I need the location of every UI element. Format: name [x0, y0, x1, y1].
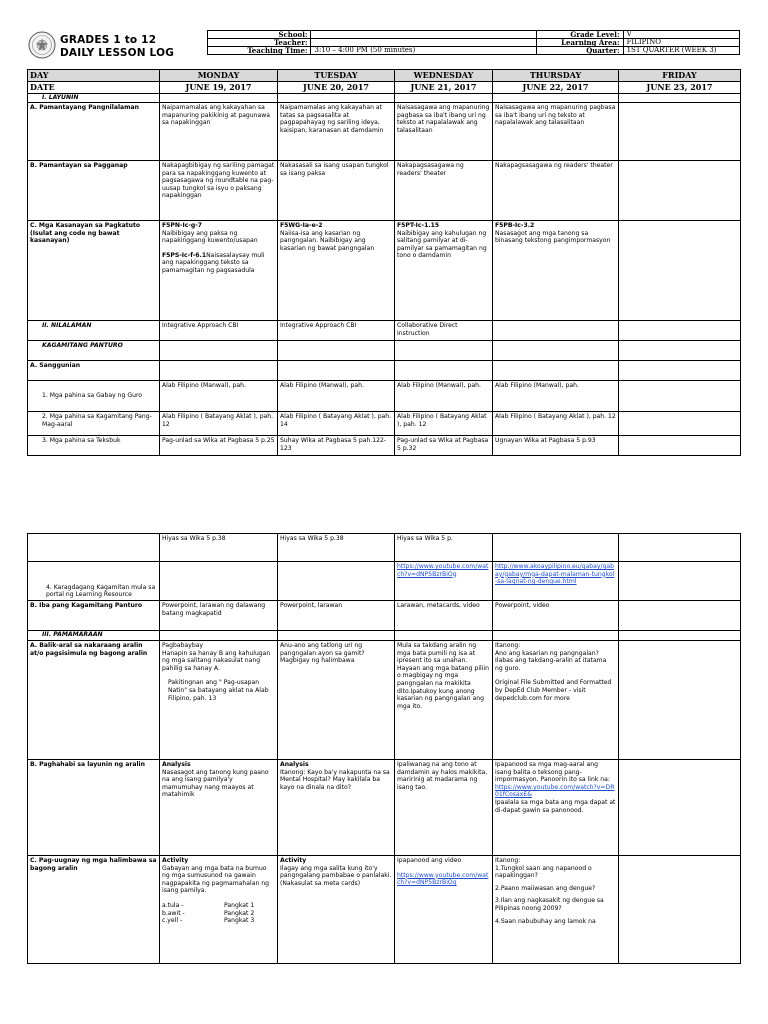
teaching-time-label: Teaching Time:: [208, 47, 311, 55]
section-layunin-row: [28, 94, 741, 103]
cell-thursday: [493, 760, 619, 856]
cell-monday: Nakapagbibigay ng sariling pamagat para sa napakinggang kuwento at pagsasagawa ng roundtable na pag-uusap tungkol sa isyu o paksang napakinggan: [160, 161, 278, 221]
cell-text: Hanapin sa hanay B ang kahulugan ng mga salitang nakasulat nang pahilig sa hanay A.: [162, 649, 271, 672]
cell-monday: [160, 760, 278, 856]
teksbuk-continued-row: [28, 534, 741, 562]
learning-area-value: FILIPINO: [623, 39, 739, 47]
kagamitang-pang-mag-aaral-row: [28, 412, 741, 436]
day-monday: MONDAY: [160, 70, 278, 82]
day-wednesday: WEDNESDAY: [395, 70, 493, 82]
cell-monday: Alab Filipino (Manwal), pah.: [160, 381, 278, 412]
cell-monday: [160, 221, 278, 321]
row-label: 3. Mga pahina sa Teksbuk: [28, 436, 160, 456]
cell-thursday: Ugnayan Wika at Pagbasa 5 p.93: [493, 436, 619, 456]
cell-monday: Integrative Approach CBI: [160, 321, 278, 341]
cell-tuesday: Anu-ano ang tatlong uri ng pangngalan ayon sa gamit? Magbigay ng halimbawa: [278, 641, 395, 760]
quarter-label: Quarter:: [536, 47, 623, 55]
cell-heading: Activity: [280, 857, 307, 864]
competency-code: F5PT-Ic-1.15: [397, 222, 440, 229]
cell-text: Gabayan ang mga bata na bumuo ng mga sumusunod na gawain nagpapakita ng pagmamahalan ng isang pamilya.: [162, 864, 269, 895]
row-label: B. Paghahabi sa layunin ng aralin: [28, 760, 160, 856]
date-thursday: JUNE 22, 2017: [493, 82, 619, 94]
learning-area-label: Learning Area:: [536, 39, 623, 47]
section-pamamaraan-row: [28, 631, 741, 641]
quarter-value: 1ST QUARTER (WEEK 3): [623, 47, 739, 55]
cell-tuesday: Naipamamalas ang kakayahan at tatas sa pagsasalita at pagpapahayag ng sariling ideya, kaisipan, karanasan at damdamin: [278, 103, 395, 161]
competency-text: Naisasalaysay muli ang napakinggang teksto sa pamamagitan ng pagsasadula: [162, 251, 265, 274]
kagamitang-panturo-label: KAGAMITANG PANTURO: [28, 341, 160, 361]
cell-tuesday: Alab Filipino ( Batayang Aklat ), pah. 14: [278, 412, 395, 436]
row-label: C. Pag-uugnay ng mga halimbawa sa bagong aralin: [28, 856, 160, 964]
day-friday: FRIDAY: [619, 70, 741, 82]
cell-heading: Activity: [162, 857, 189, 864]
cell-monday: [160, 856, 278, 964]
lesson-log-table-page-2: [27, 533, 741, 964]
cell-wednesday: [395, 221, 493, 321]
row-label: 4. Karagdagang Kagamitan mula sa portal ng Learning Resource: [28, 562, 160, 601]
competency-text: Naiisa-isa ang kasarian ng pangngalan. Naibibigay ang kasarian ng bawat pangngalan: [280, 229, 375, 252]
nilalaman-row: [28, 321, 741, 341]
competency-text: Nasasagot ang mga tanong sa binasang tekstong pangimpormasyon: [495, 229, 611, 245]
cell-text: Ipapanood ang video: [397, 857, 462, 864]
row-label: B. Iba pang Kagamitang Panturo: [28, 601, 160, 631]
cell-thursday: [493, 221, 619, 321]
karagdagang-kagamitan-row: [28, 562, 741, 601]
date-wednesday: JUNE 21, 2017: [395, 82, 493, 94]
cell-wednesday: Pag-unlad sa Wika at Pagbasa 5 p.32: [395, 436, 493, 456]
cell-heading: Pagbabaybay: [162, 642, 204, 649]
cell-wednesday: [395, 562, 493, 601]
cell-wednesday: Nakapagsasagawa ng readers' theater: [395, 161, 493, 221]
pag-uugnay-row: [28, 856, 741, 964]
cell-monday: Naipamamalas ang kakayahan sa mapanuring pakikinig at pagunawa sa napakinggan: [160, 103, 278, 161]
day-label: DAY: [28, 70, 160, 82]
cell-thursday: Alab Filipino (Manwal), pah.: [493, 381, 619, 412]
date-tuesday: JUNE 20, 2017: [278, 82, 395, 94]
section-layunin-label: I. LAYUNIN: [28, 94, 160, 103]
youtube-link[interactable]: https://www.youtube.com/watch?v=dNP5BzrBiOg: [397, 563, 489, 578]
section-nilalaman-label: II. NILALAMAN: [28, 321, 160, 341]
day-header-row: [28, 70, 741, 82]
teksbuk-row: [28, 436, 741, 456]
paghahabi-row: [28, 760, 741, 856]
cell-tuesday: Powerpoint, larawan: [278, 601, 395, 631]
day-thursday: THURSDAY: [493, 70, 619, 82]
akoaypilipino-link[interactable]: http://www.akoaypilipino.eu/gabay/gabay/gabay/mga-dapat-malaman-tungkol-sa-lagnat-ng-dengue.html: [495, 563, 615, 586]
cell-text: 2.Paano maiiwasan ang dengue?: [495, 884, 596, 892]
cell-wednesday: Alab Filipino (Manwal), pah.: [395, 381, 493, 412]
cell-wednesday: Larawan, metacards, video: [395, 601, 493, 631]
date-label: DATE: [28, 82, 160, 94]
cell-text: Ipapanood sa mga mag-aaral ang isang balita o teksong pang-impormasyon. Panoorin ito sa link na:: [495, 761, 610, 784]
row-label: 2. Mga pahina sa Kagamitang Pang-Mag-aaral: [28, 412, 160, 436]
competency-code: F5PB-Ic-3.2: [495, 222, 535, 229]
pamantayang-pangnilalaman-row: [28, 103, 741, 161]
youtube-link[interactable]: https://www.youtube.com/watch?v=DR01fCosaxE&: [495, 783, 615, 799]
cell-friday: [619, 161, 741, 221]
grade-level-value: V: [623, 31, 739, 39]
title-line-1: GRADES 1 to 12: [60, 34, 157, 46]
lesson-log-table-page-1: [27, 69, 741, 456]
cell-text: Itanong: Kayo ba'y nakapunta na sa Mental Hospital? May kakilala ba kayo na dinala na dito?: [280, 768, 390, 791]
cell-text: Ano ang kasarian ng pangngalan? Ilabas ang takdang-aralin at itatama ng guro.: [495, 649, 607, 672]
sanggunian-row: [28, 361, 741, 381]
day-tuesday: TUESDAY: [278, 70, 395, 82]
cell-thursday: Alab Filipino ( Batayang Aklat ), pah. 12: [493, 412, 619, 436]
cell-text: Itanong:: [495, 642, 521, 649]
iba-pang-kagamitan-row: [28, 601, 741, 631]
cell-thursday: Powerpoint, video: [493, 601, 619, 631]
group-item: a.tula - Pangkat 1: [162, 901, 255, 909]
cell-tuesday: Nakasasali sa isang usapan tungkol sa isang paksa: [278, 161, 395, 221]
sanggunian-label: A. Sanggunian: [28, 361, 160, 381]
date-row: [28, 82, 741, 94]
cell-tuesday: Integrative Approach CBI: [278, 321, 395, 341]
youtube-link[interactable]: https://www.youtube.com/watch?v=dNP5BzrBiOg: [397, 871, 489, 887]
row-label: 1. Mga pahina sa Gabay ng Guro: [28, 381, 160, 412]
school-label: School:: [208, 31, 311, 39]
cell-tuesday: Hiyas sa Wika 5 p.38: [278, 534, 395, 562]
cell-thursday: [493, 856, 619, 964]
cell-tuesday: Suhay Wika at Pagbasa 5 pah.122-123: [278, 436, 395, 456]
cell-thursday: [493, 562, 619, 601]
cell-tuesday: Alab Filipino (Manwal), pah.: [278, 381, 395, 412]
cell-wednesday: Collaborative Direct Instruction: [395, 321, 493, 341]
cell-wednesday: Ipaliwanag na ang tono at damdamin ay halos makikita, maririnig at madarama ng isang tao.: [395, 760, 493, 856]
pamantayan-sa-pagganap-row: [28, 161, 741, 221]
cell-monday: [160, 641, 278, 760]
cell-friday: [619, 221, 741, 321]
date-monday: JUNE 19, 2017: [160, 82, 278, 94]
date-friday: JUNE 23, 2017: [619, 82, 741, 94]
cell-text: Pakitingnan ang " Pag-usapan Natin" sa batayang aklat na Alab Filipino, pah. 13: [168, 679, 269, 702]
cell-monday: Hiyas sa Wika 5 p.38: [160, 534, 278, 562]
cell-monday: Powerpoint, larawan ng dalawang batang magkapatid: [160, 601, 278, 631]
cell-heading: Analysis: [280, 761, 309, 768]
cell-text: 4.Saan nabubuhay ang lamok na: [495, 917, 596, 925]
deped-seal-logo: [28, 31, 56, 59]
teaching-time-value: 3:10 – 4:00 PM (50 minutes): [311, 47, 536, 55]
teacher-label: Teacher:: [208, 39, 311, 47]
title-line-2: DAILY LESSON LOG: [60, 47, 175, 59]
document-title: [60, 34, 174, 60]
competency-code: F5PN-Ic-g-7: [162, 222, 203, 229]
cell-wednesday: Alab Filipino ( Batayang Aklat ), pah. 12: [395, 412, 493, 436]
cell-wednesday: Mula sa takdang aralin ng mga bata pumili ng isa at ipresent ito sa unahan. Hayaan ang mga batang piliin o magbigay ng mga pangngalan na makikita dito.Ipatukoy kung anong kasarian ng pangngalan ang mga ito.: [395, 641, 493, 760]
cell-thursday: [493, 641, 619, 760]
cell-monday: Alab Filipino ( Batayang Aklat ), pah. 12: [160, 412, 278, 436]
competency-text: Naibibigay ang kahulugan ng salitang pamilyar at di-pamilyar sa pamamagitan ng tono o damdamin: [397, 229, 487, 260]
cell-monday: Pag-unlad sa Wika at Pagbasa 5 p.25: [160, 436, 278, 456]
cell-tuesday: [278, 221, 395, 321]
cell-wednesday: Naisasagawa ang mapanuring pagbasa sa iba't ibang uri ng teksto at napalalawak ang talasalitaan: [395, 103, 493, 161]
school-value: [311, 31, 536, 39]
grade-level-label: Grade Level:: [536, 31, 623, 39]
cell-text: Ilagay ang mga salita kung ito'y pangngalang pambabae o panlalaki. (Nakasulat sa meta cards): [280, 864, 392, 887]
cell-tuesday: [278, 856, 395, 964]
competency-code: F5WG-Ia-e-2: [280, 222, 323, 229]
section-pamamaraan-label: III. PAMAMARAAN: [28, 631, 160, 641]
row-label: A. Pamantayang Pangnilalaman: [28, 103, 160, 161]
kagamitang-panturo-row: [28, 341, 741, 361]
cell-text: Nasasagot ang tanong kung paano na ang isang pamilya'y mamumuhay nang maayos at matahimik: [162, 768, 269, 799]
group-item: b.awit - Pangkat 2: [162, 909, 255, 917]
group-item: c.yell - Pangkat 3: [162, 917, 255, 925]
cell-text: Itanong:: [495, 857, 521, 864]
cell-thursday: Naisasagawa ang mapanuring pagbasa sa iba't ibang uri ng teksto at napalalawak ang talasalitaan: [493, 103, 619, 161]
cell-wednesday: [395, 856, 493, 964]
balik-aral-row: [28, 641, 741, 760]
competency-line-2: [162, 252, 275, 275]
gabay-ng-guro-row: [28, 381, 741, 412]
watermark-note: Original File Submitted and Formatted by DepEd Club Member - visit depedclub.com for more: [495, 679, 612, 702]
competency-code: F5PS-Ic-f-6.1: [162, 251, 207, 259]
row-label: B. Pamantayan sa Pagganap: [28, 161, 160, 221]
cell-tuesday: [278, 760, 395, 856]
row-label: C. Mga Kasanayan sa Pagkatuto (Isulat ang code ng bawat kasanayan): [28, 221, 160, 321]
competency-text: Naibibigay ang paksa ng napakinggang kuwento/usapan: [162, 229, 258, 245]
cell-text: 3.Ilan ang nagkasakit ng dengue sa Pilipinas noong 2009?: [495, 897, 604, 912]
cell-thursday: Nakapagsasagawa ng readers' theater: [493, 161, 619, 221]
mga-kasanayan-row: [28, 221, 741, 321]
cell-wednesday: Hiyas sa Wika 5 p.: [395, 534, 493, 562]
cell-text: Ipaalala sa mga bata ang mga dapat at di-dapat gawin sa panonood.: [495, 798, 616, 814]
row-label: A. Balik-aral sa nakaraang aralin at/o pagsisimula ng bagong aralin: [28, 641, 160, 760]
cell-text: 1.Tungkol saan ang napanood o napakinggan?: [495, 864, 592, 880]
cell-heading: Analysis: [162, 761, 191, 768]
cell-friday: [619, 103, 741, 161]
header-info-table: [207, 30, 740, 55]
